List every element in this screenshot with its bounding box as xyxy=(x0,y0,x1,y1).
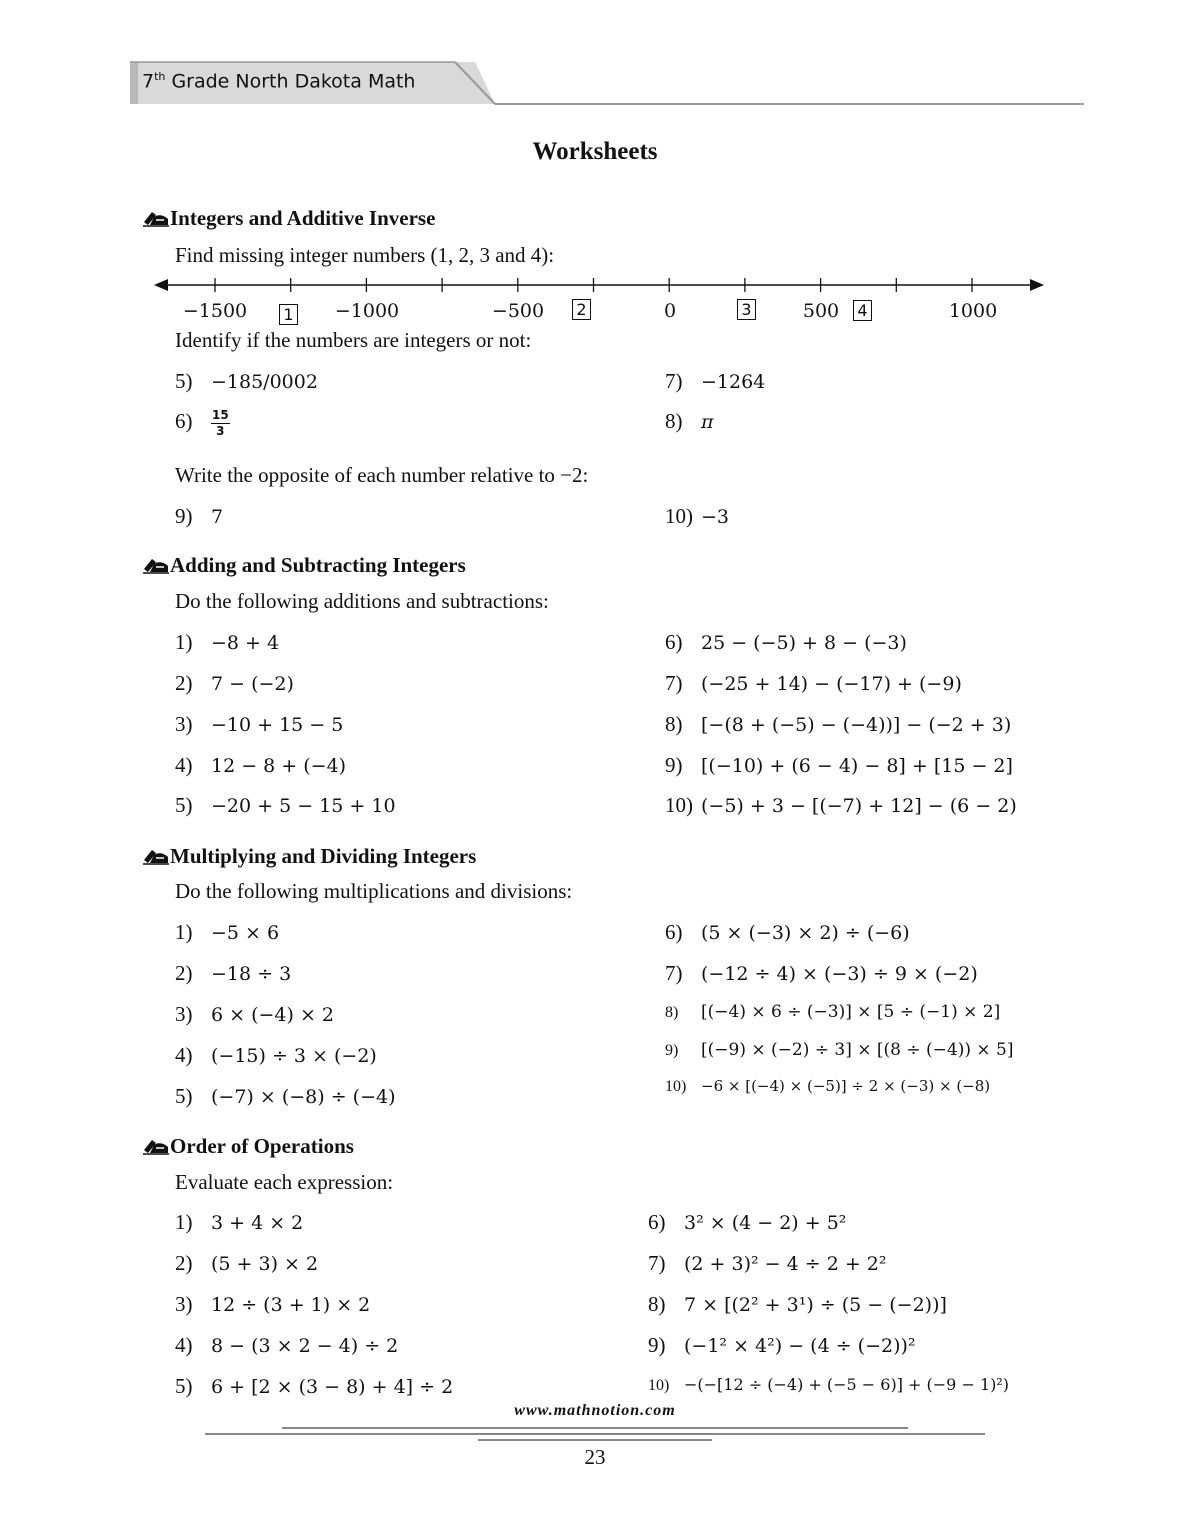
problem: 5) −185/0002 xyxy=(175,369,318,393)
problem: 6) $\frac{15}{3}$ xyxy=(175,408,229,438)
problem: 4) 12 − 8 + (−4) xyxy=(175,753,347,777)
problem: 8) [(−4) × 6 ÷ (−3)] × [5 ÷ (−1) × 2] xyxy=(665,1002,1001,1022)
instruction: Do the following multiplications and divisions: xyxy=(175,879,573,903)
problem: 1) −5 × 6 xyxy=(175,920,280,944)
pencil-hand-icon xyxy=(142,208,170,228)
problem: 10) (−5) + 3 − [(−7) + 12] − (6 − 2) xyxy=(665,793,1017,817)
problem: 6) (5 × (−3) × 2) ÷ (−6) xyxy=(665,920,910,944)
problem: 10) −(−[12 ÷ (−4) + (−5 − 6)] + (−9 − 1)²) xyxy=(648,1375,1010,1394)
header-tab-shape xyxy=(0,0,1190,110)
problem: 5) −20 + 5 − 15 + 10 xyxy=(175,793,396,817)
section-heading-multiplying: Multiplying and Dividing Integers xyxy=(142,844,476,869)
page-number: 23 xyxy=(584,1445,606,1469)
instruction: Write the opposite of each number relative to −2: xyxy=(175,463,589,487)
problem: 4) (−15) ÷ 3 × (−2) xyxy=(175,1043,377,1067)
nl-box: 2 xyxy=(572,299,591,320)
section-heading-order: Order of Operations xyxy=(142,1134,354,1159)
instruction: Identify if the numbers are integers or not: xyxy=(175,328,532,352)
section-heading-adding: Adding and Subtracting Integers xyxy=(142,553,466,578)
problem: 10) −6 × [(−4) × (−5)] ÷ 2 × (−3) × (−8) xyxy=(665,1077,991,1095)
problem: 3) −10 + 15 − 5 xyxy=(175,712,344,736)
problem: 9) 7 xyxy=(175,504,224,528)
problem: 7) (−25 + 14) − (−17) + (−9) xyxy=(665,671,962,695)
problem: 7) (−12 ÷ 4) × (−3) ÷ 9 × (−2) xyxy=(665,961,978,985)
problem: 9) [(−9) × (−2) ÷ 3] × [(8 ÷ (−4)) × 5] xyxy=(665,1040,1014,1060)
problem: 6) 25 − (−5) + 8 − (−3) xyxy=(665,630,907,654)
number-line xyxy=(0,270,1190,300)
page-title: Worksheets xyxy=(532,138,658,165)
pencil-hand-icon xyxy=(142,846,170,866)
problem: 5) (−7) × (−8) ÷ (−4) xyxy=(175,1084,396,1108)
problem: 10) −3 xyxy=(665,504,730,528)
nl-label: −500 xyxy=(491,300,545,322)
problem: 4) 8 − (3 × 2 − 4) ÷ 2 xyxy=(175,1333,399,1357)
problem: 8) [−(8 + (−5) − (−4))] − (−2 + 3) xyxy=(665,712,1012,736)
footer-url: www.mathnotion.com xyxy=(514,1402,676,1419)
problem: 8) π xyxy=(665,409,714,433)
problem: 9) (−1² × 4²) − (4 ÷ (−2))² xyxy=(648,1333,916,1357)
problem: 3) 12 ÷ (3 + 1) × 2 xyxy=(175,1292,371,1316)
problem: 2) (5 + 3) × 2 xyxy=(175,1251,319,1275)
nl-label: −1000 xyxy=(334,300,400,322)
problem: 9) [(−10) + (6 − 4) − 8] + [15 − 2] xyxy=(665,753,1013,777)
problem: 7) −1264 xyxy=(665,369,766,393)
nl-box: 3 xyxy=(737,299,756,320)
problem: 5) 6 + [2 × (3 − 8) + 4] ÷ 2 xyxy=(175,1374,454,1398)
nl-box: 4 xyxy=(853,300,872,321)
instruction: Do the following additions and subtractions: xyxy=(175,589,549,613)
problem: 7) (2 + 3)² − 4 ÷ 2 + 2² xyxy=(648,1251,887,1275)
problem: 3) 6 × (−4) × 2 xyxy=(175,1002,335,1026)
problem: 1) 3 + 4 × 2 xyxy=(175,1210,304,1234)
footer-rules xyxy=(0,1420,1190,1445)
problem: 2) −18 ÷ 3 xyxy=(175,961,292,985)
section-heading-integers: Integers and Additive Inverse xyxy=(142,206,435,231)
instruction: Find missing integer numbers (1, 2, 3 and 4): xyxy=(175,243,555,267)
nl-label: 0 xyxy=(663,300,677,322)
nl-label: −1500 xyxy=(182,300,248,322)
nl-label: 500 xyxy=(802,300,840,322)
fraction: $\frac{15}{3}$ xyxy=(212,408,229,438)
problem: 1) −8 + 4 xyxy=(175,630,280,654)
pencil-hand-icon xyxy=(142,555,170,575)
problem: 2) 7 − (−2) xyxy=(175,671,294,695)
header-title: 7th Grade North Dakota Math xyxy=(142,70,416,93)
pencil-hand-icon xyxy=(142,1136,170,1156)
nl-box: 1 xyxy=(279,304,298,325)
nl-label: 1000 xyxy=(948,300,998,322)
instruction: Evaluate each expression: xyxy=(175,1170,394,1194)
problem: 6) 3² × (4 − 2) + 5² xyxy=(648,1210,847,1234)
problem: 8) 7 × [(2² + 3¹) ÷ (5 − (−2))] xyxy=(648,1292,947,1316)
